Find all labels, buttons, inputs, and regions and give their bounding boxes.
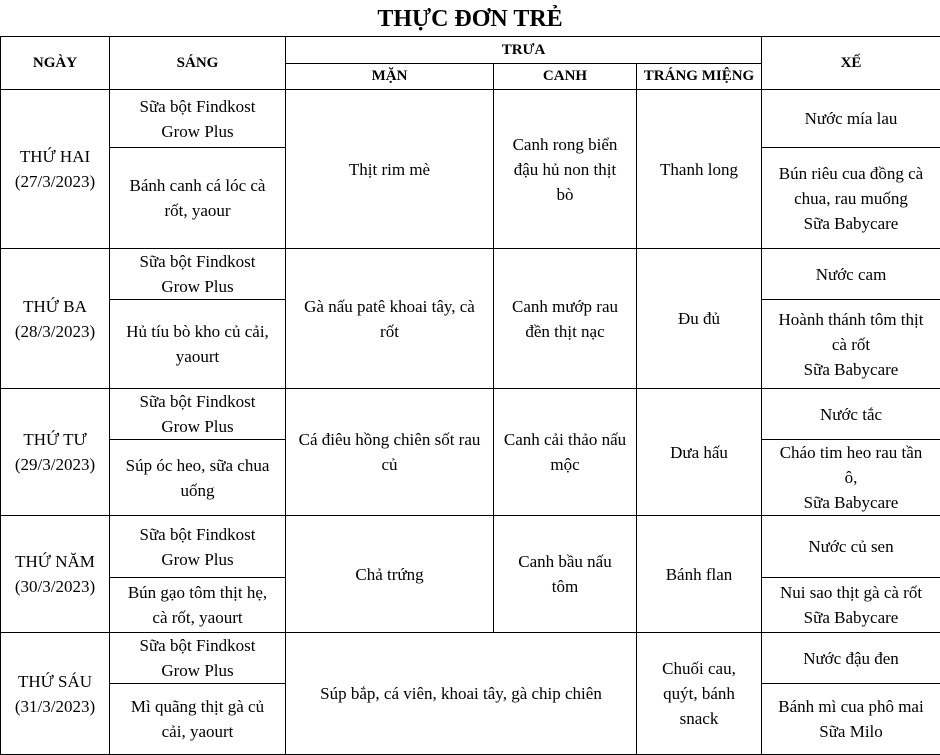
salty-soup-cell: Súp bắp, cá viên, khoai tây, gà chip chiên — [286, 633, 637, 755]
morning-meal-cell: Súp óc heo, sữa chua uống — [110, 440, 286, 516]
dessert-cell: Bánh flan — [637, 516, 762, 633]
soup-cell: Canh cải thảo nấu mộc — [494, 389, 637, 516]
table-row — [1, 90, 940, 148]
afternoon-meal-cell: Cháo tim heo rau tần ô, Sữa Babycare — [762, 440, 940, 516]
day-cell: THỨ BA (28/3/2023) — [1, 249, 110, 389]
afternoon-meal-cell: Nui sao thịt gà cà rốt Sữa Babycare — [762, 578, 940, 633]
header-day: NGÀY — [1, 37, 110, 90]
morning-milk-cell: Sữa bột Findkost Grow Plus — [110, 389, 286, 440]
header-morning: SÁNG — [110, 37, 286, 90]
morning-milk-cell: Sữa bột Findkost Grow Plus — [110, 90, 286, 148]
menu-table — [0, 36, 940, 755]
table-row — [1, 516, 940, 578]
afternoon-meal-cell: Hoành thánh tôm thịt cà rốt Sữa Babycare — [762, 300, 940, 389]
afternoon-meal-cell: Bún riêu cua đồng cà chua, rau muống Sữa Babycare — [762, 148, 940, 249]
header-soup: CANH — [494, 64, 637, 90]
soup-cell: Canh bầu nấu tôm — [494, 516, 637, 633]
morning-meal-cell: Hủ tíu bò kho củ cải, yaourt — [110, 300, 286, 389]
afternoon-meal-cell: Bánh mì cua phô mai Sữa Milo — [762, 684, 940, 755]
morning-milk-cell: Sữa bột Findkost Grow Plus — [110, 249, 286, 300]
dessert-cell: Dưa hấu — [637, 389, 762, 516]
soup-cell: Canh rong biển đậu hủ non thịt bò — [494, 90, 637, 249]
header-afternoon: XẾ — [762, 37, 940, 90]
dessert-cell: Chuối cau, quýt, bánh snack — [637, 633, 762, 755]
dessert-cell: Đu đủ — [637, 249, 762, 389]
afternoon-drink-cell: Nước đậu đen — [762, 633, 940, 684]
table-row — [1, 389, 940, 440]
afternoon-drink-cell: Nước cam — [762, 249, 940, 300]
morning-milk-cell: Sữa bột Findkost Grow Plus — [110, 633, 286, 684]
dessert-cell: Thanh long — [637, 90, 762, 249]
header-lunch: TRƯA — [286, 37, 762, 64]
morning-meal-cell: Mì quãng thịt gà củ cải, yaourt — [110, 684, 286, 755]
morning-meal-cell: Bánh canh cá lóc cà rốt, yaour — [110, 148, 286, 249]
header-salty: MẶN — [286, 64, 494, 90]
salty-dish-cell: Chả trứng — [286, 516, 494, 633]
morning-milk-cell: Sữa bột Findkost Grow Plus — [110, 516, 286, 578]
salty-dish-cell: Thịt rim mè — [286, 90, 494, 249]
table-row — [1, 633, 940, 684]
table-row — [1, 249, 940, 300]
day-cell: THỨ TƯ (29/3/2023) — [1, 389, 110, 516]
afternoon-drink-cell: Nước củ sen — [762, 516, 940, 578]
afternoon-drink-cell: Nước mía lau — [762, 90, 940, 148]
header-dessert: TRÁNG MIỆNG — [637, 64, 762, 90]
afternoon-drink-cell: Nước tắc — [762, 389, 940, 440]
page-title: THỰC ĐƠN TRẺ — [0, 0, 940, 36]
day-cell: THỨ SÁU (31/3/2023) — [1, 633, 110, 755]
day-cell: THỨ HAI (27/3/2023) — [1, 90, 110, 249]
morning-meal-cell: Bún gạo tôm thịt hẹ, cà rốt, yaourt — [110, 578, 286, 633]
salty-dish-cell: Cá điêu hồng chiên sốt rau củ — [286, 389, 494, 516]
salty-dish-cell: Gà nấu patê khoai tây, cà rốt — [286, 249, 494, 389]
soup-cell: Canh mướp rau đền thịt nạc — [494, 249, 637, 389]
day-cell: THỨ NĂM (30/3/2023) — [1, 516, 110, 633]
